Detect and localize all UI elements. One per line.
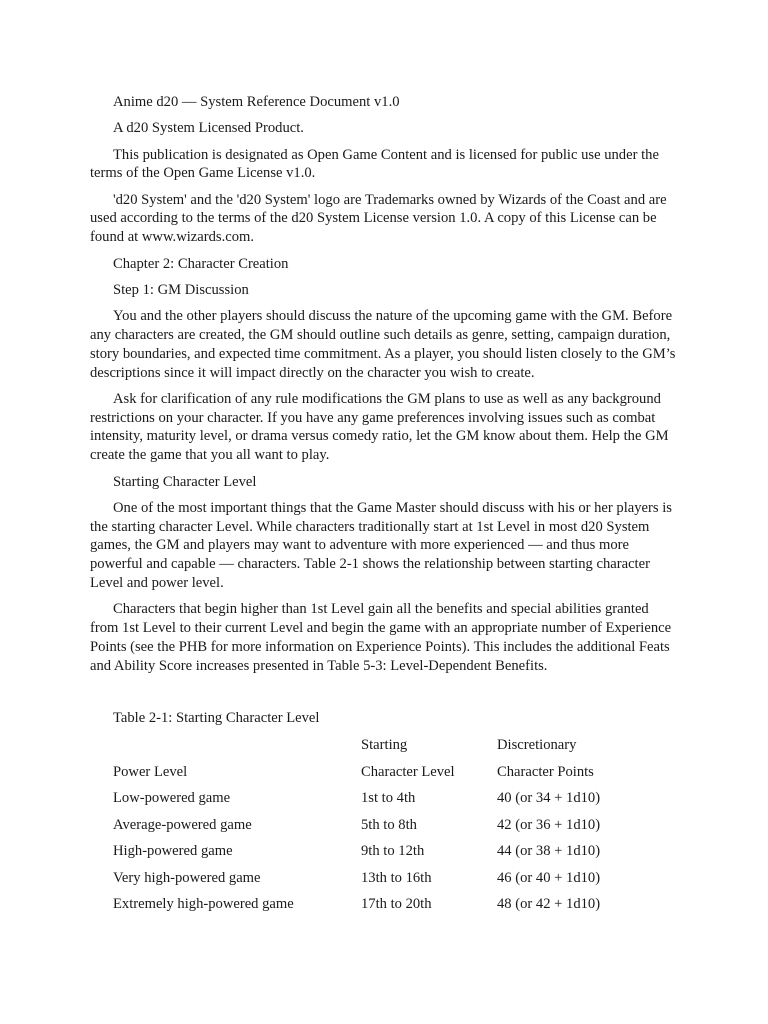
table-row: [113, 895, 633, 922]
table-header-cell: Character Level: [361, 763, 455, 780]
table-row: [113, 842, 633, 869]
gm-discussion-paragraph-2: Ask for clarification of any rule modifications the GM plans to use as well as any background restrictions on your character. If you have any game preferences involving issues such as combat intensity, maturity level, or drama versus comedy ratio, let the GM know about them. Help the GM create the game that you all want to play.: [90, 390, 669, 464]
table-cell: 40 (or 34 + 1d10): [497, 790, 601, 806]
table-cell: 17th to 20th: [361, 896, 432, 912]
starting-level-paragraph-1: One of the most important things that the Game Master should discuss with his or her players is the starting character Level. While characters traditionally start at 1st Level in most d20 System games, the GM and players may want to adventure with more experienced — and thus more powerful and capable — characters. Table 2-1 shows the relationship between starting character Level and power level.: [90, 499, 672, 592]
table-row: [113, 869, 633, 896]
table-header-row-bottom: [113, 763, 633, 790]
table-row: [113, 789, 633, 816]
table-cell: 48 (or 42 + 1d10): [497, 896, 601, 912]
table-header-cell: Discretionary: [497, 737, 577, 753]
table-cell: 5th to 8th: [361, 816, 417, 833]
table-cell: 44 (or 38 + 1d10): [497, 843, 601, 859]
table-header-cell: Starting: [361, 737, 408, 753]
table-row: [113, 816, 633, 843]
document-body: [90, 93, 680, 676]
table-cell: Low-powered game: [113, 790, 231, 806]
open-content-paragraph: This publication is designated as Open Game Content and is licensed for public use under the terms of the Open Game License v1.0.: [90, 146, 659, 182]
table-header-cell: Power Level: [113, 763, 188, 780]
table-title: Table 2-1: Starting Character Level: [113, 710, 320, 726]
section-heading-gm-discussion: Step 1: GM Discussion: [113, 281, 249, 298]
document-title: Anime d20 — System Reference Document v1.0: [113, 94, 400, 110]
section-heading-starting-level: Starting Character Level: [113, 473, 257, 490]
table-cell: High-powered game: [113, 843, 233, 859]
table-cell: 46 (or 40 + 1d10): [497, 869, 601, 886]
table-cell: 9th to 12th: [361, 843, 425, 859]
license-line: A d20 System Licensed Product.: [113, 120, 304, 137]
chapter-heading: Chapter 2: Character Creation: [113, 255, 289, 272]
table-header-row-top: [113, 736, 633, 763]
table-cell: Very high-powered game: [113, 869, 261, 886]
table-cell: 1st to 4th: [361, 790, 416, 806]
table-cell: Average-powered game: [113, 816, 252, 833]
table-cell: 13th to 16th: [361, 869, 432, 886]
starting-level-table: [113, 736, 633, 922]
table-header-cell: Character Points: [497, 763, 594, 780]
table-cell: 42 (or 36 + 1d10): [497, 816, 601, 833]
trademark-paragraph: 'd20 System' and the 'd20 System' logo are Trademarks owned by Wizards of the Coast and are used according to the terms of the d20 System License version 1.0. A copy of this License can be found at www.wizards.com.: [90, 191, 667, 246]
starting-level-paragraph-2: Characters that begin higher than 1st Level gain all the benefits and special abilities granted from 1st Level to their current Level and begin the game with an appropriate number of Experience Points (see the PHB for more information on Experience Points). This includes the additional Feats and Ability Score increases presented in Table 5-3: Level-Dependent Benefits.: [90, 601, 672, 674]
gm-discussion-paragraph-1: You and the other players should discuss the nature of the upcoming game with the GM. Before any characters are created, the GM should outline such details as genre, setting, campaign duration, story boundaries, and expected time commitment. As a player, you should listen closely to the GM’s descriptions since it will impact directly on the character you wish to create.: [90, 308, 676, 381]
table-cell: Extremely high-powered game: [113, 896, 294, 912]
